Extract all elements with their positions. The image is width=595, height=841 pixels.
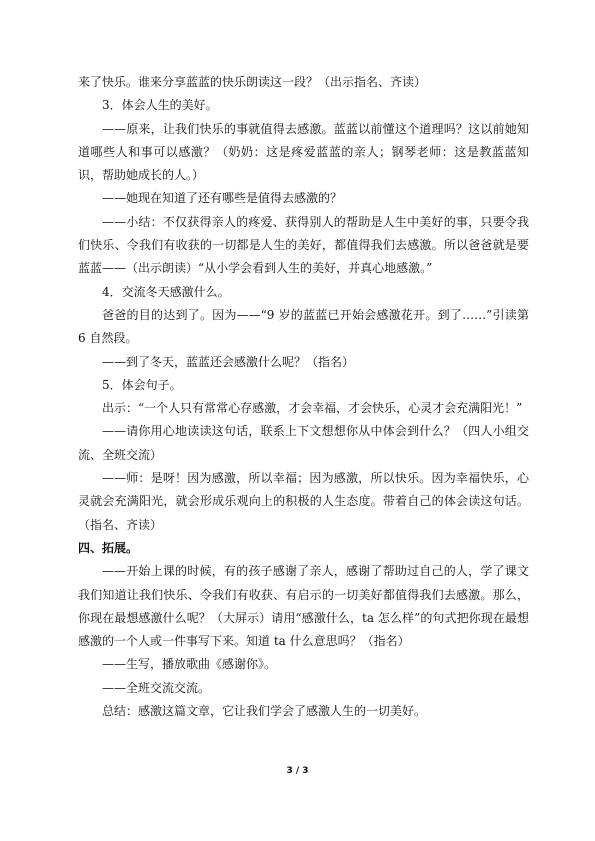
body-paragraph: ——原来，让我们快乐的事就值得去感激。蓝蓝以前懂这个道理吗？这以前她知道哪些人和事可以感激？（奶奶：这是疼爱蓝蓝的亲人；钢琴老师：这是教蓝蓝知识，帮助她成长的人。）: [78, 121, 529, 183]
body-paragraph: 5．体会句子。: [102, 377, 182, 392]
body-paragraph: 总结：感激这篇文章，它让我们学会了感激人生的一切美好。: [102, 704, 427, 719]
body-paragraph: ——全班交流交流。: [102, 680, 211, 695]
document-body: [78, 71, 529, 723]
body-paragraph: ——小结：不仅获得亲人的疼爱、获得别人的帮助是人生中美好的事，只要令我们快乐、令我们有收获的一切都是人生的美好，都值得我们去感激。所以爸爸就是要蓝蓝——（出示朗读）“从小学会看到人生的美好，并真心地感激。”: [78, 214, 529, 276]
section-heading: 四、拓展。: [78, 540, 139, 555]
body-paragraph: 4．交流冬天感激什么。: [102, 284, 230, 299]
body-paragraph: ——师：是呀！因为感激，所以幸福；因为感激，所以快乐。因为幸福快乐，心灵就会充满阳光，就会形成乐观向上的积极的人生态度。带着自己的体会读这句话。（指名、齐读）: [78, 471, 529, 532]
body-paragraph: 来了快乐。谁来分享蓝蓝的快乐朗读这一段？（出示指名、齐读）: [78, 75, 427, 89]
body-paragraph: ——生写，播放歌曲《感谢你》。: [102, 657, 277, 672]
body-paragraph: ——她现在知道了还有哪些是值得去感激的？: [102, 191, 343, 206]
body-paragraph: 爸爸的目的达到了。因为——“9 岁的蓝蓝已开始会感激花开。到了……”引读第 6 自然段。: [78, 307, 529, 346]
body-paragraph: ——开始上课的时候，有的孩子感谢了亲人，感谢了帮助过自己的人，学了课文我们知道让我们快乐、令我们有收获、有启示的一切美好都值得我们去感激。那么，你现在最想感激什么呢？（大屏示）请用“感激什么，ta 怎么样”的句式把你现在最想感激的一个人或一件事写下来。知道 ta 什么意思吗？（指名）: [78, 564, 529, 649]
body-paragraph: ——到了冬天，蓝蓝还会感激什么呢？（指名）: [102, 354, 355, 369]
page-number: 3 / 3: [286, 766, 309, 776]
body-paragraph: ——请你用心地读读这句话，联系上下文想想你从中体会到什么？（四人小组交流、全班交流）: [78, 424, 529, 462]
body-paragraph: 出示：“一个人只有常常心存感激，才会幸福，才会快乐，心灵才会充满阳光！”: [102, 401, 523, 416]
body-paragraph: 3．体会人生的美好。: [102, 98, 218, 113]
